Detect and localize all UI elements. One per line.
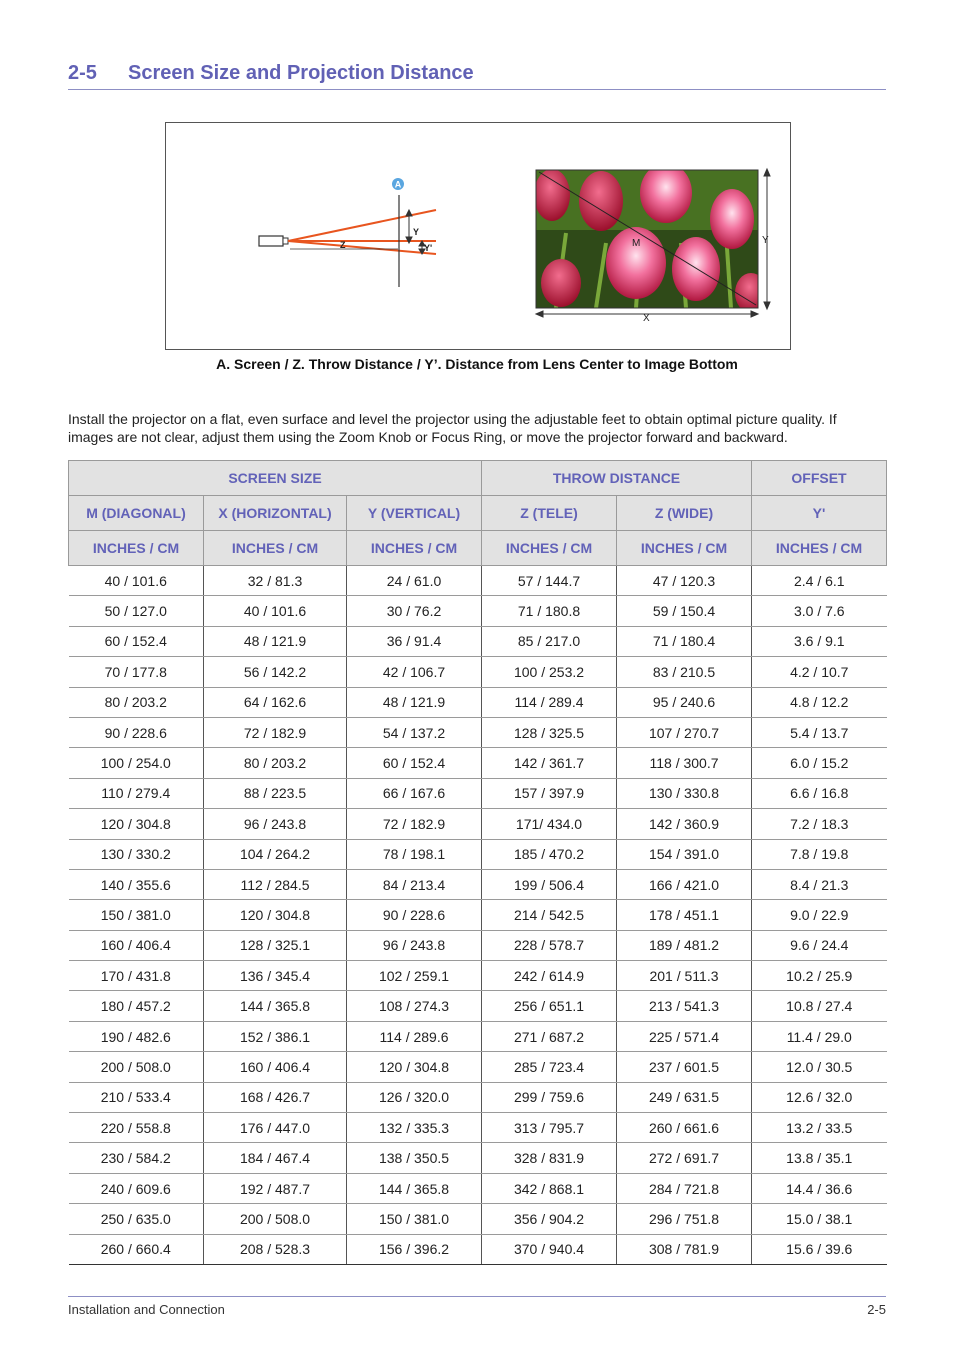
page-footer (68, 1296, 886, 1317)
table-cell: 328 / 831.9 (482, 1143, 617, 1173)
table-cell: 272 / 691.7 (617, 1143, 752, 1173)
table-cell: 313 / 795.7 (482, 1113, 617, 1143)
table-cell: 190 / 482.6 (69, 1021, 204, 1051)
table-cell: 47 / 120.3 (617, 566, 752, 596)
table-cell: 160 / 406.4 (204, 1052, 347, 1082)
table-cell: 32 / 81.3 (204, 566, 347, 596)
table-cell: 66 / 167.6 (347, 778, 482, 808)
unit-label: INCHES / CM (617, 531, 752, 566)
col-z-tele: Z (TELE) (482, 496, 617, 531)
table-cell: 178 / 451.1 (617, 900, 752, 930)
table-cell: 48 / 121.9 (347, 687, 482, 717)
table-cell: 96 / 243.8 (204, 809, 347, 839)
table-cell: 3.6 / 9.1 (752, 626, 887, 656)
table-cell: 13.2 / 33.5 (752, 1113, 887, 1143)
section-number: 2-5 (68, 62, 97, 84)
table-cell: 200 / 508.0 (69, 1052, 204, 1082)
table-row (69, 1113, 887, 1143)
table-cell: 271 / 687.2 (482, 1021, 617, 1051)
table-cell: 12.0 / 30.5 (752, 1052, 887, 1082)
table-cell: 110 / 279.4 (69, 778, 204, 808)
table-cell: 60 / 152.4 (347, 748, 482, 778)
table-row (69, 778, 887, 808)
table-cell: 114 / 289.4 (482, 687, 617, 717)
table-cell: 120 / 304.8 (204, 900, 347, 930)
header-screen-size: SCREEN SIZE (69, 461, 482, 496)
table-cell: 96 / 243.8 (347, 930, 482, 960)
table-cell: 15.6 / 39.6 (752, 1234, 887, 1264)
table-cell: 3.0 / 7.6 (752, 596, 887, 626)
table-cell: 152 / 386.1 (204, 1021, 347, 1051)
projector-icon (259, 236, 288, 246)
table-cell: 88 / 223.5 (204, 778, 347, 808)
table-cell: 184 / 467.4 (204, 1143, 347, 1173)
table-cell: 208 / 528.3 (204, 1234, 347, 1264)
table-cell: 160 / 406.4 (69, 930, 204, 960)
table-row (69, 657, 887, 687)
table-cell: 260 / 660.4 (69, 1234, 204, 1264)
table-cell: 13.8 / 35.1 (752, 1143, 887, 1173)
table-cell: 118 / 300.7 (617, 748, 752, 778)
table-cell: 50 / 127.0 (69, 596, 204, 626)
table-cell: 299 / 759.6 (482, 1082, 617, 1112)
group-header-row (69, 461, 887, 496)
header-throw-distance: THROW DISTANCE (482, 461, 752, 496)
table-row (69, 1021, 887, 1051)
table-cell: 80 / 203.2 (69, 687, 204, 717)
unit-label: INCHES / CM (347, 531, 482, 566)
table-cell: 256 / 651.1 (482, 991, 617, 1021)
table-cell: 240 / 609.6 (69, 1173, 204, 1203)
label-m: M (632, 238, 641, 249)
table-cell: 180 / 457.2 (69, 991, 204, 1021)
table-body (69, 566, 887, 1265)
table-cell: 260 / 661.6 (617, 1113, 752, 1143)
table-cell: 56 / 142.2 (204, 657, 347, 687)
table-cell: 210 / 533.4 (69, 1082, 204, 1112)
install-instructions: Install the projector on a flat, even surface and level the projector using the adjustable feet to obtain optimal picture quality. If images are not clear, adjust them using the Zoom Knob or Focus Ring, or move the projector forward and backward. (68, 411, 837, 445)
table-cell: 90 / 228.6 (347, 900, 482, 930)
table-cell: 120 / 304.8 (69, 809, 204, 839)
table-cell: 5.4 / 13.7 (752, 717, 887, 747)
table-cell: 250 / 635.0 (69, 1204, 204, 1234)
table-cell: 156 / 396.2 (347, 1234, 482, 1264)
table-cell: 130 / 330.2 (69, 839, 204, 869)
table-cell: 128 / 325.1 (204, 930, 347, 960)
table-cell: 225 / 571.4 (617, 1021, 752, 1051)
label-y-right: Y (762, 235, 769, 246)
table-cell: 138 / 350.5 (347, 1143, 482, 1173)
table-cell: 144 / 365.8 (204, 991, 347, 1021)
table-cell: 136 / 345.4 (204, 961, 347, 991)
table-cell: 296 / 751.8 (617, 1204, 752, 1234)
table-cell: 95 / 240.6 (617, 687, 752, 717)
table-cell: 57 / 144.7 (482, 566, 617, 596)
table-row (69, 1082, 887, 1112)
table-row (69, 839, 887, 869)
table-cell: 150 / 381.0 (347, 1204, 482, 1234)
table-cell: 140 / 355.6 (69, 869, 204, 899)
table-cell: 170 / 431.8 (69, 961, 204, 991)
table-cell: 201 / 511.3 (617, 961, 752, 991)
unit-label: INCHES / CM (69, 531, 204, 566)
table-row (69, 991, 887, 1021)
table-cell: 285 / 723.4 (482, 1052, 617, 1082)
table-cell: 6.6 / 16.8 (752, 778, 887, 808)
table-cell: 2.4 / 6.1 (752, 566, 887, 596)
col-y-vertical: Y (VERTICAL) (347, 496, 482, 531)
unit-label: INCHES / CM (752, 531, 887, 566)
table-cell: 12.6 / 32.0 (752, 1082, 887, 1112)
table-cell: 144 / 365.8 (347, 1173, 482, 1203)
table-cell: 142 / 361.7 (482, 748, 617, 778)
table-cell: 4.8 / 12.2 (752, 687, 887, 717)
table-cell: 7.8 / 19.8 (752, 839, 887, 869)
table-cell: 154 / 391.0 (617, 839, 752, 869)
table-cell: 192 / 487.7 (204, 1173, 347, 1203)
table-cell: 40 / 101.6 (204, 596, 347, 626)
table-cell: 120 / 304.8 (347, 1052, 482, 1082)
table-cell: 200 / 508.0 (204, 1204, 347, 1234)
table-cell: 284 / 721.8 (617, 1173, 752, 1203)
column-header-row (69, 496, 887, 531)
table-cell: 166 / 421.0 (617, 869, 752, 899)
table-row (69, 596, 887, 626)
unit-label: INCHES / CM (204, 531, 347, 566)
table-cell: 108 / 274.3 (347, 991, 482, 1021)
table-cell: 142 / 360.9 (617, 809, 752, 839)
table-row (69, 566, 887, 596)
table-cell: 24 / 61.0 (347, 566, 482, 596)
table-cell: 78 / 198.1 (347, 839, 482, 869)
table-row (69, 1234, 887, 1264)
table-cell: 112 / 284.5 (204, 869, 347, 899)
projection-diagram (165, 122, 791, 350)
figure-caption: A. Screen / Z. Throw Distance / Y’. Distance from Lens Center to Image Bottom (216, 356, 738, 372)
table-cell: 171/ 434.0 (482, 809, 617, 839)
table-cell: 342 / 868.1 (482, 1173, 617, 1203)
table-row (69, 717, 887, 747)
table-cell: 83 / 210.5 (617, 657, 752, 687)
table-cell: 10.2 / 25.9 (752, 961, 887, 991)
table-cell: 10.8 / 27.4 (752, 991, 887, 1021)
table-row (69, 869, 887, 899)
table-cell: 90 / 228.6 (69, 717, 204, 747)
table-row (69, 687, 887, 717)
section-title: Screen Size and Projection Distance (128, 62, 474, 84)
diagram-svg (166, 123, 790, 349)
unit-header-row (69, 531, 887, 566)
table-cell: 80 / 203.2 (204, 748, 347, 778)
table-cell: 107 / 270.7 (617, 717, 752, 747)
table-cell: 85 / 217.0 (482, 626, 617, 656)
table-cell: 104 / 264.2 (204, 839, 347, 869)
table-row (69, 1143, 887, 1173)
table-cell: 220 / 558.8 (69, 1113, 204, 1143)
table-cell: 237 / 601.5 (617, 1052, 752, 1082)
table-cell: 100 / 254.0 (69, 748, 204, 778)
table-cell: 14.4 / 36.6 (752, 1173, 887, 1203)
table-cell: 72 / 182.9 (347, 809, 482, 839)
table-cell: 6.0 / 15.2 (752, 748, 887, 778)
table-cell: 126 / 320.0 (347, 1082, 482, 1112)
table-cell: 130 / 330.8 (617, 778, 752, 808)
table-cell: 249 / 631.5 (617, 1082, 752, 1112)
table-cell: 64 / 162.6 (204, 687, 347, 717)
table-cell: 102 / 259.1 (347, 961, 482, 991)
label-y-prime: Y' (424, 243, 433, 253)
table-row (69, 900, 887, 930)
table-cell: 189 / 481.2 (617, 930, 752, 960)
table-cell: 132 / 335.3 (347, 1113, 482, 1143)
table-cell: 9.0 / 22.9 (752, 900, 887, 930)
table-cell: 199 / 506.4 (482, 869, 617, 899)
unit-label: INCHES / CM (482, 531, 617, 566)
table-row (69, 1204, 887, 1234)
table-cell: 71 / 180.4 (617, 626, 752, 656)
table-cell: 60 / 152.4 (69, 626, 204, 656)
col-z-wide: Z (WIDE) (617, 496, 752, 531)
col-y-prime: Y' (752, 496, 887, 531)
table-row (69, 626, 887, 656)
table-cell: 100 / 253.2 (482, 657, 617, 687)
table-cell: 54 / 137.2 (347, 717, 482, 747)
table-cell: 370 / 940.4 (482, 1234, 617, 1264)
table-cell: 214 / 542.5 (482, 900, 617, 930)
label-a: A (394, 179, 402, 190)
table-cell: 356 / 904.2 (482, 1204, 617, 1234)
table-cell: 242 / 614.9 (482, 961, 617, 991)
col-m-diagonal: M (DIAGONAL) (69, 496, 204, 531)
table-cell: 36 / 91.4 (347, 626, 482, 656)
table-cell: 114 / 289.6 (347, 1021, 482, 1051)
table-row (69, 961, 887, 991)
col-x-horizontal: X (HORIZONTAL) (204, 496, 347, 531)
label-x: X (643, 313, 650, 324)
table-cell: 228 / 578.7 (482, 930, 617, 960)
label-z: Z (340, 240, 346, 250)
table-cell: 11.4 / 29.0 (752, 1021, 887, 1051)
table-cell: 150 / 381.0 (69, 900, 204, 930)
table-cell: 213 / 541.3 (617, 991, 752, 1021)
table-cell: 42 / 106.7 (347, 657, 482, 687)
table-row (69, 1052, 887, 1082)
table-cell: 185 / 470.2 (482, 839, 617, 869)
table-cell: 40 / 101.6 (69, 566, 204, 596)
table-cell: 84 / 213.4 (347, 869, 482, 899)
table-cell: 30 / 76.2 (347, 596, 482, 626)
table-cell: 157 / 397.9 (482, 778, 617, 808)
header-offset: OFFSET (752, 461, 887, 496)
projection-distance-table (68, 460, 887, 1265)
table-cell: 71 / 180.8 (482, 596, 617, 626)
table-cell: 72 / 182.9 (204, 717, 347, 747)
table-row (69, 1173, 887, 1203)
footer-chapter: Installation and Connection (68, 1302, 225, 1317)
table-cell: 230 / 584.2 (69, 1143, 204, 1173)
table-cell: 9.6 / 24.4 (752, 930, 887, 960)
table-cell: 59 / 150.4 (617, 596, 752, 626)
table-cell: 15.0 / 38.1 (752, 1204, 887, 1234)
section-heading (68, 62, 886, 90)
table-cell: 70 / 177.8 (69, 657, 204, 687)
footer-page-number: 2-5 (867, 1302, 886, 1317)
table-cell: 48 / 121.9 (204, 626, 347, 656)
table-cell: 176 / 447.0 (204, 1113, 347, 1143)
table-cell: 8.4 / 21.3 (752, 869, 887, 899)
label-y: Y (413, 227, 420, 237)
table-cell: 168 / 426.7 (204, 1082, 347, 1112)
table-cell: 4.2 / 10.7 (752, 657, 887, 687)
table-cell: 308 / 781.9 (617, 1234, 752, 1264)
table-row (69, 748, 887, 778)
table-cell: 128 / 325.5 (482, 717, 617, 747)
table-row (69, 809, 887, 839)
table-cell: 7.2 / 18.3 (752, 809, 887, 839)
table-row (69, 930, 887, 960)
